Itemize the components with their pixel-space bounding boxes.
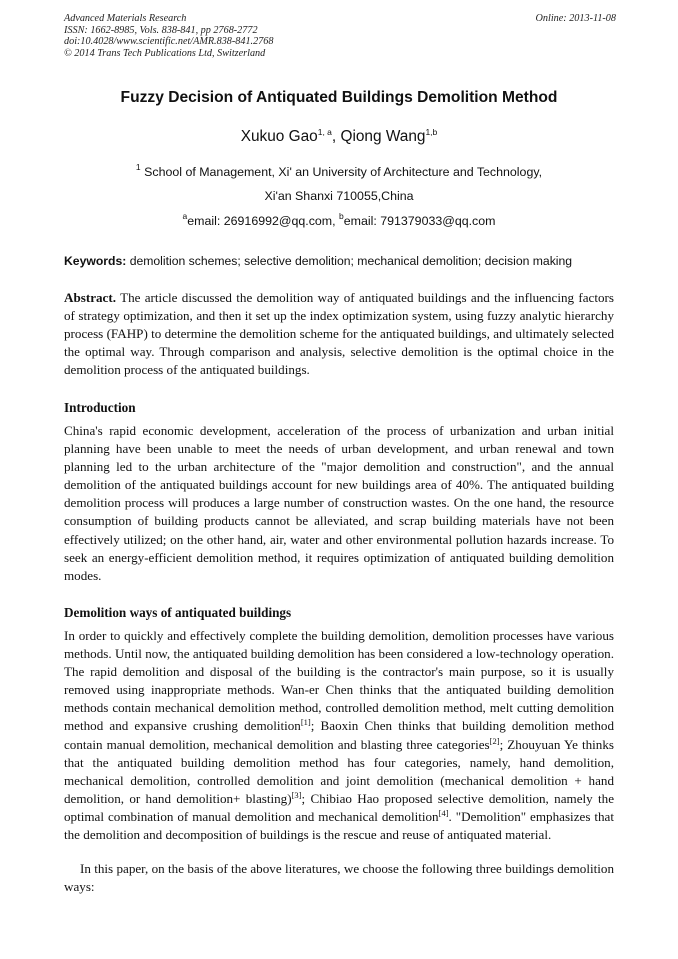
citation-ref: [1] bbox=[300, 717, 311, 728]
body-text: . "Demolition" emphasizes that the demolition and decomposition of buildings is the rescue and reuse of antiquated material. bbox=[64, 808, 615, 843]
abstract-paragraph bbox=[64, 289, 614, 379]
affiliation-superscript: 1 bbox=[135, 162, 141, 172]
doi-line: doi:10.4028/www.scientific.net/AMR.838-841.2768 bbox=[64, 36, 274, 48]
keywords-line bbox=[64, 254, 624, 268]
abstract-text: The article discussed the demolition way of antiquated buildings and the influencing factors of strategy optimization, and then it set up the index optimization system, using fuzzy analytic hierarchy process (FAHP) to determine the demolition scheme for the antiquated buildings, and ultimately selected the optimal way. Through comparison and analysis, selective demolition is the optimal choice in the demolition process of the antiquated buildings. bbox=[64, 290, 614, 378]
author-name: Xukuo Gao bbox=[240, 128, 318, 145]
body-text: ; Chibiao Hao proposed selective demolition, namely the optimal combination of manual demolition and mechanical demolition bbox=[64, 790, 615, 824]
email-a: email: 26916992@qq.com, bbox=[187, 214, 339, 228]
issn-line: ISSN: 1662-8985, Vols. 838-841, pp 2768-2772 bbox=[64, 24, 258, 36]
affiliation-text: School of Management, Xi' an University of Architecture and Technology, bbox=[144, 165, 543, 179]
introduction-paragraph: China's rapid economic development, acceleration of the process of urbanization and urban initial planning have been unable to meet the needs of urban development, and urban renewal and town planning led to the urban architecture of the "major demolition and construction", and the annual demolition of the antiquated buildings account for new buildings area of 40%. The antiquated building demolition process will produces a large number of construction wastes. On the one hand, the resource consumption of building products cannot be alleviated, and scrap building materials have not been effectively utilized; on the other hand, air, water and other environmental pollution hazards increase. To seek an energy-efficient demolition method, it requires optimization of antiquated building demolition modes. bbox=[64, 423, 614, 583]
online-date: Online: 2013-11-08 bbox=[535, 13, 616, 24]
demolition-paragraph-2: In this paper, on the basis of the above literatures, we choose the following three buildings demolition ways: bbox=[64, 861, 614, 895]
email-b: email: 791379033@qq.com bbox=[343, 214, 496, 228]
demolition-paragraph bbox=[64, 627, 614, 844]
email-line bbox=[0, 211, 678, 228]
citation-ref: [3] bbox=[291, 789, 302, 800]
email-superscript: b bbox=[339, 211, 344, 221]
keywords-text: demolition schemes; selective demolition; mechanical demolition; decision making bbox=[126, 254, 573, 268]
author-name: Qiong Wang bbox=[340, 128, 426, 145]
body-text: ; Baoxin Chen thinks that building demolition method contain manual demolition, mechanical demolition and blasting three categories bbox=[64, 718, 614, 752]
body-text: In order to quickly and effectively complete the building demolition, demolition processes have various methods. Until now, the antiquated building demolition has been considered a low-technology operation. The rapid demolition and disposal of the building is the contractor's main purpose, so it is usually removed using inappropriate methods. Wan-er Chen thinks that the antiquated building demolition methods contain mechanical demolition method, controlled demolition method, melt cutting demolition method and expansive crushing demolition bbox=[64, 628, 614, 734]
citation-ref: [4] bbox=[438, 807, 449, 818]
paper-title: Fuzzy Decision of Antiquated Buildings Demolition Method bbox=[120, 89, 558, 106]
author-list bbox=[0, 128, 678, 146]
keywords-label: Keywords: bbox=[64, 254, 127, 268]
journal-name: Advanced Materials Research bbox=[64, 13, 187, 24]
affiliation-line bbox=[0, 162, 678, 179]
section-heading: Introduction bbox=[64, 400, 136, 415]
journal-header bbox=[64, 13, 273, 59]
body-text: ; Zhouyuan Ye thinks that the antiquated building demolition method has four categories, namely, hand demolition, mechanical demolition, controlled demolition and joint demolition (mechanical demolition + hand demolition, or hand demolition+ blasting) bbox=[64, 736, 614, 806]
citation-ref: [2] bbox=[489, 735, 500, 746]
email-superscript: a bbox=[182, 211, 188, 221]
copyright-line: © 2014 Trans Tech Publications Ltd, Switzerland bbox=[64, 47, 266, 59]
author-superscript: 1,b bbox=[425, 127, 438, 137]
abstract-label: Abstract. bbox=[64, 290, 116, 305]
section-heading: Demolition ways of antiquated buildings bbox=[64, 605, 292, 620]
author-separator: , bbox=[331, 128, 341, 145]
affiliation-address: Xi'an Shanxi 710055,China bbox=[264, 189, 414, 203]
author-superscript: 1, a bbox=[317, 127, 332, 137]
